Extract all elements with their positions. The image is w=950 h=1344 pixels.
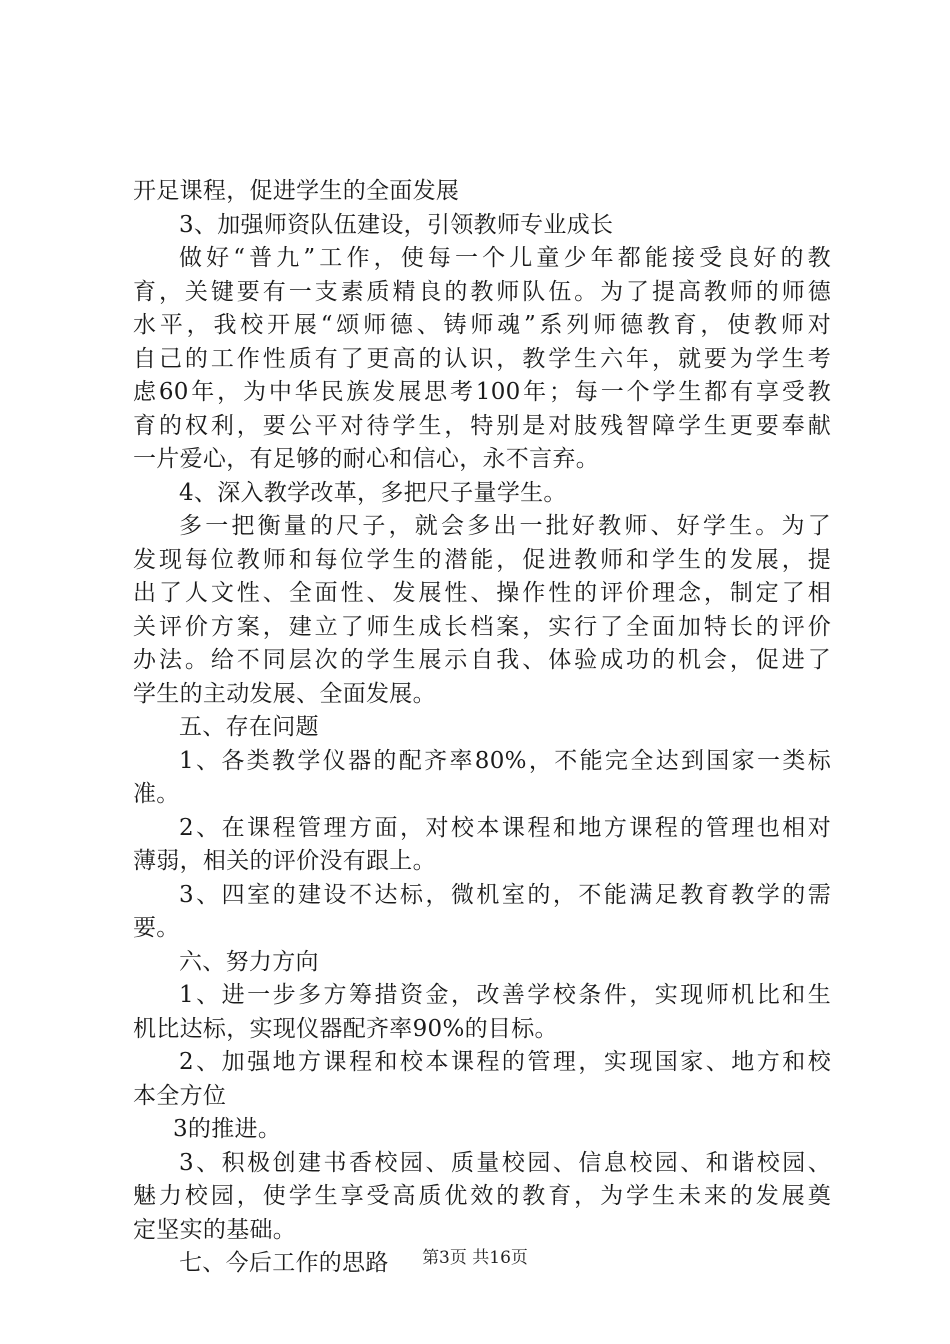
body-line: 虑60年，为中华民族发展思考100年；每一个学生都有享受教: [133, 379, 831, 405]
body-line: 开足课程，促进学生的全面发展: [133, 178, 460, 204]
body-line: 2、加强地方课程和校本课程的管理，实现国家、地方和校: [179, 1049, 831, 1075]
section-heading: 六、努力方向: [179, 948, 319, 975]
body-line: 一片爱心，有足够的耐心和信心，永不言弃。: [133, 446, 599, 472]
body-line: 3、积极创建书香校园、质量校园、信息校园、和谐校园、: [179, 1149, 831, 1176]
body-line: 学生的主动发展、全面发展。: [133, 680, 436, 707]
body-line: 魅力校园，使学生享受高质优效的教育，为学生未来的发展奠: [133, 1183, 831, 1209]
body-line: 办法。给不同层次的学生展示自我、体验成功的机会，促进了: [133, 647, 831, 673]
body-line: 做好“普九”工作，使每一个儿童少年都能接受良好的教: [179, 245, 831, 271]
body-line: 自己的工作性质有了更高的认识，教学生六年，就要为学生考: [133, 345, 831, 372]
body-line: 要。: [133, 915, 180, 941]
document-body: [133, 175, 831, 1281]
body-line: 定坚实的基础。: [133, 1216, 297, 1243]
section-heading: 七、今后工作的思路: [179, 1250, 389, 1276]
body-line: 准。: [133, 781, 180, 807]
body-line: 发现每位教师和每位学生的潜能，促进教师和学生的发展，提: [133, 546, 831, 573]
body-line: 薄弱，相关的评价没有跟上。: [133, 848, 436, 874]
section-heading: 3、加强师资队伍建设，引领教师专业成长: [179, 211, 614, 238]
body-line: 3、四室的建设不达标，微机室的，不能满足教育教学的需: [179, 881, 831, 908]
body-line: 1、各类教学仪器的配齐率80%，不能完全达到国家一类标: [179, 747, 831, 774]
body-line: 出了人文性、全面性、发展性、操作性的评价理念，制定了相: [133, 580, 831, 606]
body-line: 机比达标，实现仪器配齐率90%的目标。: [133, 1015, 558, 1042]
body-line: 育，关键要有一支素质精良的教师队伍。为了提高教师的师德: [133, 278, 831, 305]
page-number: 第3页 共16页: [422, 1248, 528, 1268]
body-line: 本全方位: [133, 1082, 227, 1109]
section-heading: 五、存在问题: [179, 714, 319, 740]
body-line: 育的权利，要公平对待学生，特别是对肢残智障学生更要奉献: [133, 412, 831, 439]
body-line: 多一把衡量的尺子，就会多出一批好教师、好学生。为了: [179, 513, 831, 539]
body-line: 水平，我校开展“颂师德、铸师魂”系列师德教育，使教师对: [133, 312, 831, 338]
body-line: 3的推进。: [173, 1116, 282, 1142]
body-line: 关评价方案，建立了师生成长档案，实行了全面加特长的评价: [133, 613, 831, 640]
body-line: 1、进一步多方筹措资金，改善学校条件，实现师机比和生: [179, 982, 831, 1008]
section-heading: 4、深入教学改革，多把尺子量学生。: [179, 479, 567, 506]
body-line: 2、在课程管理方面，对校本课程和地方课程的管理也相对: [179, 814, 831, 841]
